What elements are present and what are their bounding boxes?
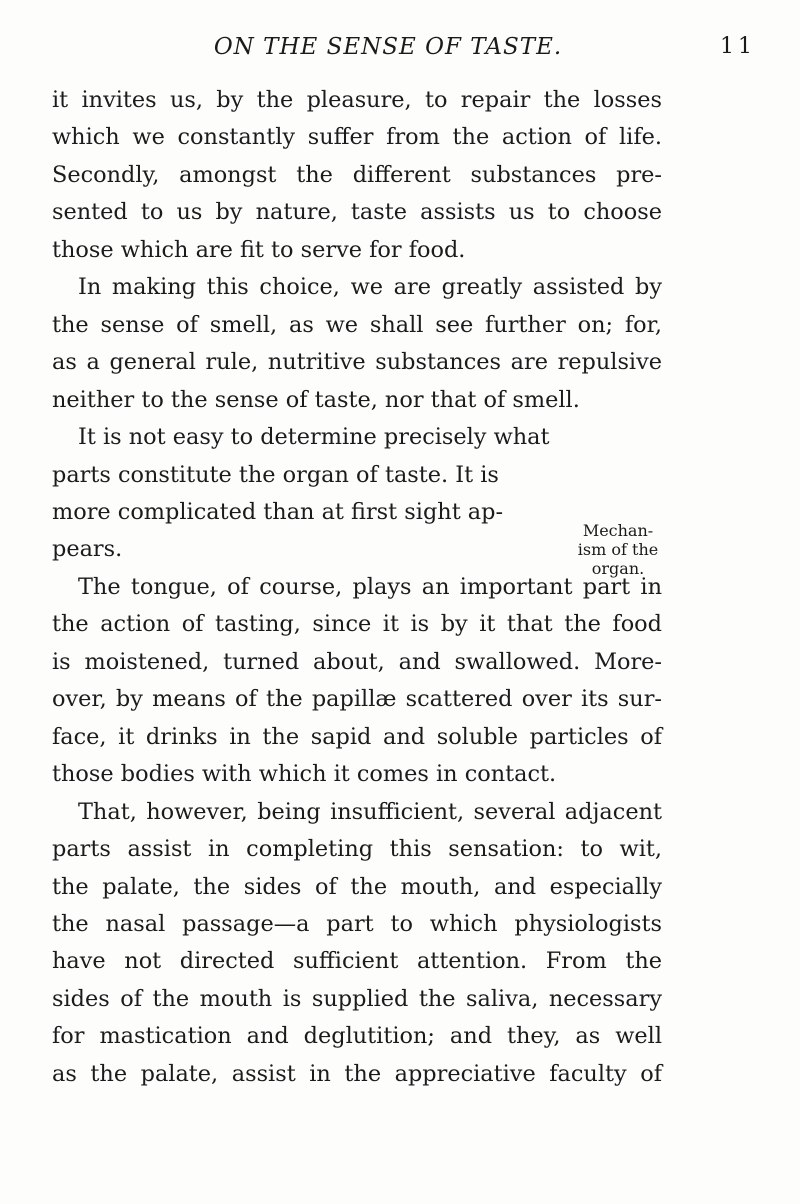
text-line: sides of the mouth is supplied the saliva, necessary [52,985,662,1012]
text-line: It is not easy to determine precisely what [78,424,550,451]
text-line: which we constantly suffer from the action of life. [52,124,662,151]
margin-note-line: Mechan- [582,521,654,540]
text-line: neither to the sense of taste, nor that of smell. [52,386,580,413]
margin-note-line: ism of the [577,540,659,559]
text-line: pears. [52,536,123,563]
page-number: 11 [720,34,756,59]
text-line: That, however, being insufficient, several adjacent [78,798,662,825]
body-text [52,82,662,1093]
text-line: over, by means of the papillæ scattered over its sur- [52,686,662,713]
text-line: the palate, the sides of the mouth, and especially [52,873,662,900]
text-line: The tongue, of course, plays an important part in [78,573,662,600]
text-line: face, it drinks in the sapid and soluble particles of [52,723,662,750]
text-line: the action of tasting, since it is by it that the food [52,611,662,638]
text-line: is moistened, turned about, and swallowed. More- [52,648,662,675]
text-line: those bodies with which it comes in contact. [52,761,557,788]
page-header [0,34,800,70]
text-line: as the palate, assist in the appreciative faculty of [52,1060,662,1087]
text-line: parts assist in completing this sensation: to wit, [52,836,662,863]
text-line: In making this choice, we are greatly assisted by [78,274,662,301]
text-line: Secondly, amongst the different substances pre- [52,161,662,188]
text-line: it invites us, by the pleasure, to repair the losses [52,87,662,113]
text-line: the sense of smell, as we shall see further on; for, [52,311,662,338]
margin-note-line: organ. [591,559,645,578]
running-title: ON THE SENSE OF TASTE. [213,34,563,60]
text-line: the nasal passage—a part to which physiologists [52,910,662,937]
text-line: more complicated than at first sight ap- [52,498,504,525]
margin-note [558,521,678,578]
text-line: parts constitute the organ of taste. It is [52,461,499,488]
text-line: those which are fit to serve for food. [52,236,466,263]
text-line: for mastication and deglutition; and they, as well [52,1023,662,1050]
text-line: as a general rule, nutritive substances are repulsive [52,349,662,376]
text-line: have not directed sufficient attention. From the [52,948,662,975]
text-line: sented to us by nature, taste assists us to choose [52,199,662,226]
